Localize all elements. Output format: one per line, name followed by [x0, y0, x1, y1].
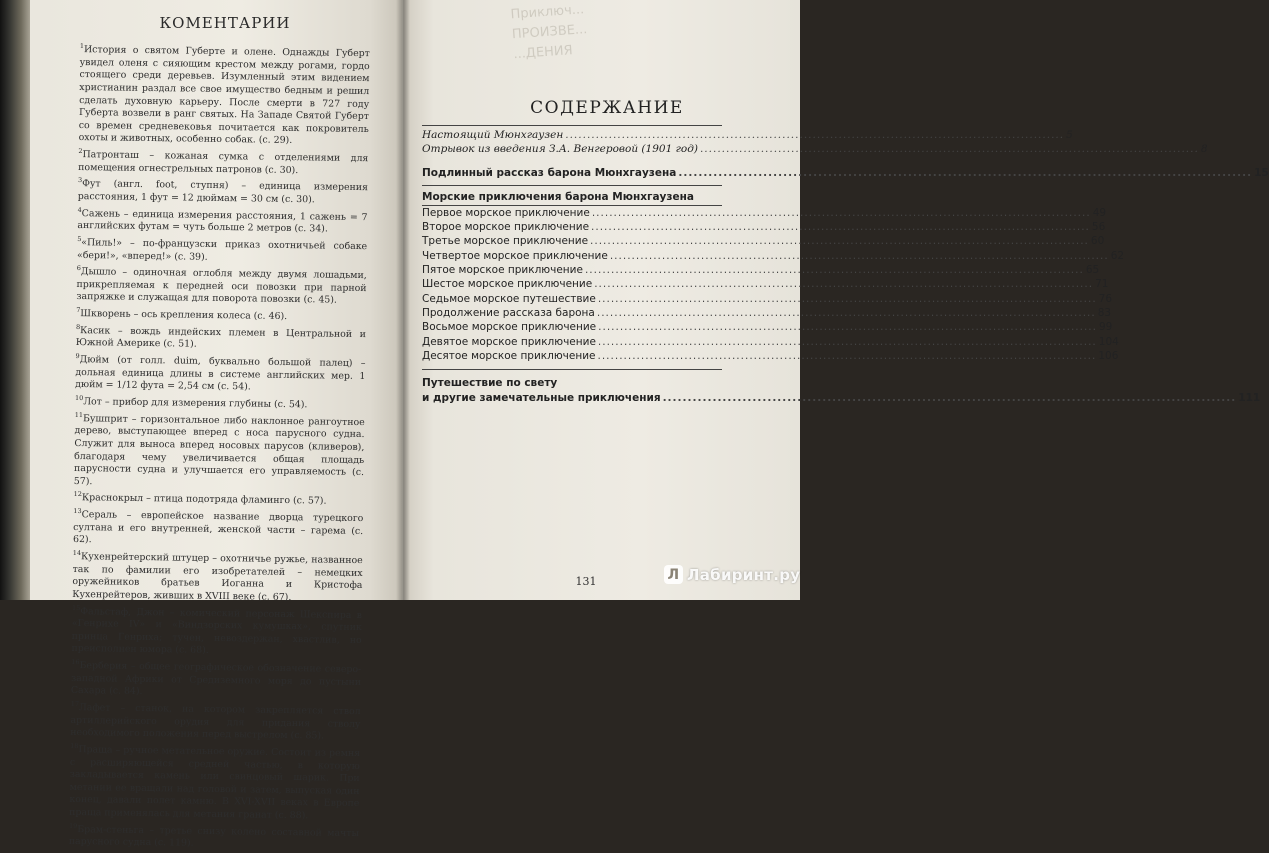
toc-entry-title: Четвертое морское приключение — [422, 249, 608, 262]
comments-title: КОМЕНТАРИИ — [159, 14, 291, 32]
toc-entry-page: 106 — [1098, 349, 1119, 362]
note-number: 10 — [74, 393, 84, 403]
toc-entry — [422, 206, 1107, 220]
toc-entry — [422, 263, 1100, 277]
toc-leader — [585, 263, 1084, 277]
page-number: 131 — [575, 575, 597, 588]
comment-note — [70, 698, 361, 744]
toc-entry — [422, 277, 1109, 291]
toc-entry-title: Седьмое морское путешествие — [422, 292, 596, 305]
toc-entry-title: Восьмое морское приключение — [422, 321, 597, 334]
toc-rule — [422, 369, 722, 370]
toc-entry-page: 99 — [1098, 321, 1113, 334]
toc-leader — [565, 128, 1064, 142]
comment-note — [76, 321, 366, 354]
toc-entry-title: Настоящий Мюнхгаузен — [422, 129, 564, 141]
toc-entry-page: 49 — [1092, 206, 1107, 219]
toc-entry — [422, 234, 1105, 248]
note-number: 1 — [79, 41, 85, 51]
toc-entry — [422, 249, 1125, 263]
toc-entry-page: 8 — [1200, 143, 1208, 156]
note-number: 9 — [75, 352, 80, 361]
note-text: Праща – ручное метательное оружие. Состоит из ремня с расширяющейся средней частью, в которую закладывается камень или свинцовый шарик. При метании ее вращали над головой и затем, выпуская один конец, давали полет камню. В XVI-XVII веках в Европе праща применялась для метания гранат (с. 88). — [69, 743, 361, 822]
contents-title: СОДЕРЖАНИЕ — [530, 98, 684, 118]
sea-section-list — [422, 206, 1125, 363]
toc-leader — [591, 220, 1090, 234]
note-number: 19 — [68, 821, 78, 830]
watermark-text: Лабиринт.ру — [687, 565, 801, 584]
toc-entry-title: Пятое морское приключение — [422, 264, 583, 277]
comment-note — [77, 233, 367, 266]
toc-entry-page: 15 — [1254, 166, 1269, 179]
toc-entry-title: Третье морское приключение — [422, 235, 589, 248]
note-number: 13 — [73, 507, 82, 516]
toc-rule — [422, 185, 722, 186]
note-number: 2 — [78, 146, 83, 155]
note-text: Берберия – общее географическое обозначение северо-западной Африки от Средиземного моря до пустыни Сахара (с. 84). — [70, 660, 362, 698]
toc-entry — [422, 292, 1113, 306]
note-number: 6 — [76, 264, 82, 273]
note-number: 8 — [75, 322, 81, 331]
toc-section-heading: Морские приключения барона Мюнхгаузена — [422, 190, 694, 203]
note-number: 17 — [70, 699, 80, 708]
comment-note — [74, 409, 365, 493]
table-of-contents — [422, 125, 1269, 405]
toc-entry — [422, 320, 1113, 334]
note-text: Фальстаф, Джон – комический персонаж Шекспира в «Генрихе IV» и «Виндзорских кумушках», спутник принца Генриха; тучен, невоздержан, хвастлив, но преисполнен юмора (с. 68). — [71, 605, 363, 657]
toc-entry — [422, 142, 1208, 156]
toc-leader — [610, 249, 1109, 263]
comment-note — [78, 145, 368, 178]
toc-leader — [594, 277, 1093, 291]
toc-entry — [422, 391, 1261, 405]
toc-entry-title: Второе морское приключение — [422, 221, 590, 234]
toc-entry-title: и другие замечательные приключения — [422, 392, 661, 405]
toc-entry — [422, 335, 1119, 349]
comment-note — [78, 174, 368, 207]
book-edge — [0, 0, 30, 600]
note-text: История о святом Губерте и олене. Однажды Губерт увидел оленя с сияющим крестом между рогами, гордо стоящего среди деревьев. Изумленный этим видением христианин раздал все свое имущество бедным и решил сделать духовную карьеру. После смерти в 727 году Губерта возвели в ранг святых. На Западе Святой Губерт со времен средневековья почитается как покровитель охоты и животных, особенно собак. (с. 29). — [78, 44, 370, 147]
toc-entry-title: Отрывок из введения З.А. Венгеровой (1901 год) — [422, 143, 698, 156]
note-number: 7 — [76, 306, 81, 315]
bleed-line: Приключ... — [510, 2, 585, 23]
comment-note — [75, 350, 366, 396]
toc-entry-title: Продолжение рассказа барона — [422, 306, 595, 319]
note-number: 18 — [70, 741, 79, 750]
comment-note — [73, 505, 364, 551]
toc-entry-page: 5 — [1066, 129, 1073, 141]
toc-entry-page: 62 — [1110, 249, 1125, 262]
right-page — [402, 0, 1269, 600]
bleed-line: ПРОИЗВЕ... — [511, 22, 588, 43]
note-text: Лот – прибор для измерения глубины (с. 54). — [83, 396, 308, 411]
toc-leader — [598, 292, 1097, 306]
toc-leader — [597, 306, 1096, 320]
toc-entry-title: Шестое морское приключение — [422, 278, 593, 291]
comment-note — [72, 547, 363, 606]
watermark — [664, 565, 800, 584]
toc-entry-page: 56 — [1091, 221, 1106, 234]
toc-leader — [598, 349, 1097, 363]
toc-entry-title: Девятое морское приключение — [422, 335, 596, 348]
toc-entry — [422, 306, 1112, 320]
comment-note — [71, 601, 362, 660]
toc-entry-title: Десятое морское приключение — [422, 349, 596, 362]
toc-rule — [422, 125, 722, 126]
note-text: Фут (англ. foot, ступня) – единица измерения расстояния, 1 фут = 12 дюймам = 30 см (с. 30). — [77, 178, 369, 206]
note-text: «Пиль!» – по-французски приказ охотничьей собаке «бери!», «вперед!» (с. 39). — [76, 236, 368, 263]
note-text: Шкворень – ось крепления колеса (с. 46). — [80, 308, 288, 323]
comment-note — [76, 262, 367, 308]
book-gutter — [396, 0, 410, 600]
comment-note — [69, 819, 359, 852]
note-text: Краснокрыл – птица подотряда фламинго (с. 57). — [81, 492, 327, 507]
note-number: 14 — [72, 548, 82, 558]
note-text: Сажень – единица измерения расстояния, 1 сажень = 7 английских футам = чуть больше 2 метров (с. 34). — [77, 207, 368, 235]
toc-leader — [598, 335, 1097, 349]
note-number: 16 — [71, 657, 80, 667]
toc-entry — [422, 128, 1073, 142]
left-page — [0, 0, 402, 849]
note-number: 5 — [77, 234, 82, 243]
toc-entry-title: Подлинный рассказ барона Мюнхгаузена — [422, 166, 677, 179]
note-number: 12 — [73, 490, 82, 499]
note-text: Сераль – европейское название дворца турецкого султана и его внутренней, женской части – гарема (с. 62). — [72, 509, 364, 546]
comment-note — [79, 40, 370, 149]
bleed-line: ...ДЕНИЯ — [512, 43, 574, 63]
note-number: 3 — [77, 176, 83, 185]
toc-section-heading: Путешествие по свету — [422, 377, 558, 390]
toc-entry — [422, 349, 1119, 363]
toc-entry-page: 60 — [1090, 235, 1105, 248]
note-number: 15 — [72, 603, 81, 612]
toc-leader — [590, 234, 1089, 248]
toc-entry-title: Первое морское приключение — [422, 206, 590, 219]
labirint-logo-icon: Л — [664, 565, 683, 584]
toc-entry-page: 104 — [1098, 335, 1119, 348]
toc-leader — [678, 166, 1252, 180]
note-text: Лафет – станок, на котором закрепляется ствол артиллерийского орудия для придания стволу необходимого положения перед выстрелом (с. 85). — [70, 702, 361, 742]
toc-entry-page: 83 — [1097, 306, 1112, 319]
note-text: Брам-стеньга – третье снизу колено составной мачты парусного судна (с. 119). — [68, 823, 360, 849]
note-number: 4 — [77, 205, 82, 214]
note-text: Кухенрейтерский штуцер – охотничье ружье, названное так по фамилии его изобретателей – немецких оружейников братьев Иоганна и Кристофа Кухенрейтеров, живших в XVIII веке (с. 67). — [72, 551, 363, 603]
note-text: Бушприт – горизонтальное либо наклонное рангоутное дерево, выступающее вперед с носа парусного судна. Служит для выноса вперед носовых парусов (кливеров), благодаря чему увеличивается общая площадь парусности судна и улучшается его управляемость (с. 57). — [73, 412, 365, 487]
toc-entry — [422, 220, 1106, 234]
toc-leader — [598, 320, 1097, 334]
note-text: Дышло – одиночная оглобля между двумя лошадьми, прикрепляемая к передней оси повозки при парной запряжке и служащая для поворота повозки (с. 45). — [76, 266, 367, 307]
comment-note — [77, 203, 367, 236]
note-number: 11 — [74, 410, 84, 419]
toc-leader — [592, 206, 1091, 220]
comments-notes — [69, 40, 370, 853]
toc-entry-page: 71 — [1095, 278, 1109, 291]
toc-entry-page: 76 — [1098, 292, 1113, 305]
toc-entry — [422, 166, 1269, 180]
note-text: Дюйм (от голл. duim, буквально большой палец) – дольная единица длины в системе английских мер. 1 дюйм = 1/12 фута = 2,54 см (с. 54). — [75, 354, 366, 393]
comment-note — [71, 656, 362, 702]
toc-leader — [663, 391, 1237, 405]
toc-leader — [700, 142, 1199, 156]
toc-entry-page: 65 — [1085, 264, 1100, 277]
toc-entry-page: 111 — [1238, 392, 1261, 405]
note-text: Касик – вождь индейских племен в Центральной и Южной Америке (с. 51). — [75, 324, 366, 351]
note-text: Патронташ – кожаная сумка с отделениями для помещения огнестрельных патронов (с. 30). — [78, 149, 369, 176]
comment-note — [69, 740, 360, 824]
